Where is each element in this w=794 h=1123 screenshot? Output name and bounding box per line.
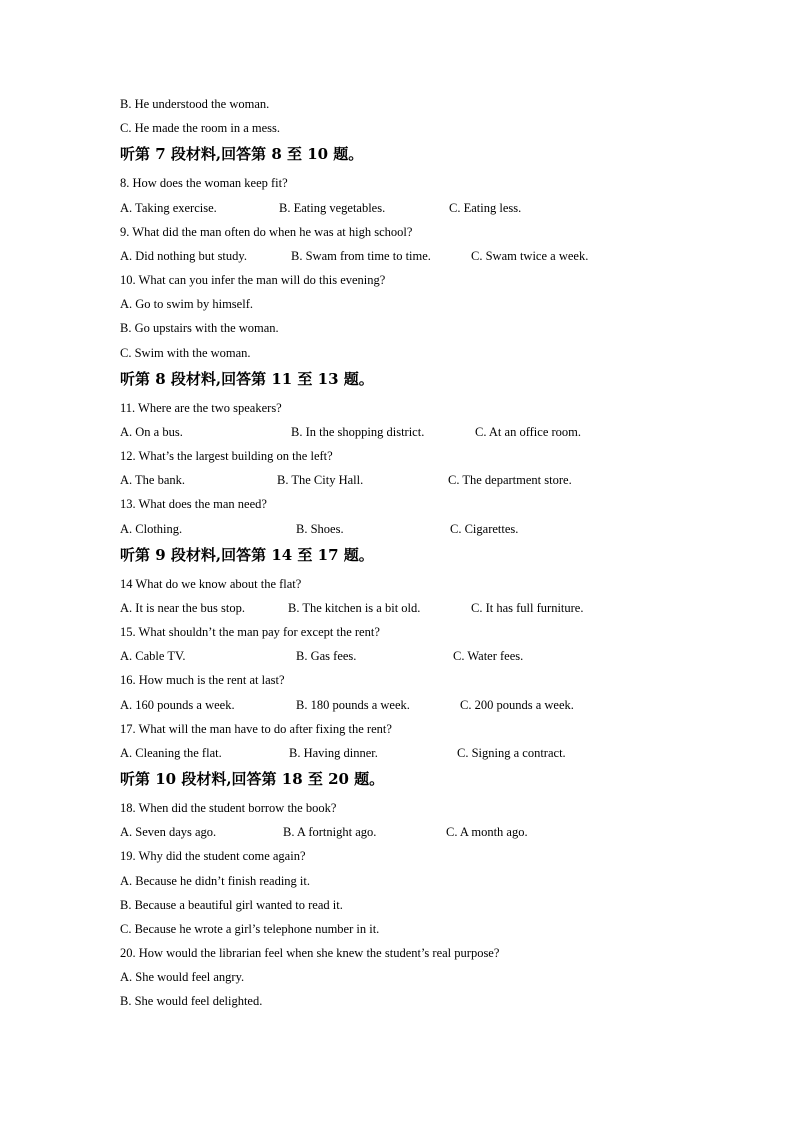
option-b: B. Shoes. [296,522,344,536]
option-line: B. Because a beautiful girl wanted to read it. [120,898,343,912]
option-a: A. Clothing. [120,522,183,536]
option-line: B. She would feel delighted. [120,994,263,1008]
option-line: A. Because he didn’t finish reading it. [120,874,311,888]
option-a: A. The bank. [120,473,186,487]
option-a: A. It is near the bus stop. [120,601,245,615]
option-c: C. The department store. [448,473,572,487]
option-line: C. Because he wrote a girl’s telephone number in it. [120,922,380,936]
question-line: 15. What shouldn’t the man pay for except the rent? [120,625,380,639]
option-a: A. 160 pounds a week. [120,698,235,712]
option-line: A. Go to swim by himself. [120,297,253,311]
option-b: B. The kitchen is a bit old. [288,601,421,615]
option-b: B. Swam from time to time. [291,249,431,263]
option-c: C. Eating less. [449,201,522,215]
question-line: 10. What can you infer the man will do this evening? [120,273,386,287]
section-heading: 听第 10 段材料,回答第 18 至 20 题。 [120,770,385,788]
option-c: C. A month ago. [446,825,528,839]
section-heading: 听第 7 段材料,回答第 8 至 10 题。 [120,145,364,163]
option-line: B. He understood the woman. [120,97,270,111]
section-heading: 听第 9 段材料,回答第 14 至 17 题。 [120,546,374,564]
option-b: B. A fortnight ago. [283,825,377,839]
option-a: A. Cleaning the flat. [120,746,222,760]
question-line: 16. How much is the rent at last? [120,673,285,687]
option-b: B. 180 pounds a week. [296,698,410,712]
question-line: 17. What will the man have to do after fixing the rent? [120,722,392,736]
option-c: C. At an office room. [475,425,581,439]
option-b: B. The City Hall. [277,473,364,487]
option-line: C. Swim with the woman. [120,346,251,360]
option-b: B. Eating vegetables. [279,201,386,215]
option-c: C. Cigarettes. [450,522,519,536]
option-line: B. Go upstairs with the woman. [120,321,279,335]
option-b: B. Gas fees. [296,649,357,663]
question-line: 9. What did the man often do when he was at high school? [120,225,413,239]
option-c: C. 200 pounds a week. [460,698,574,712]
option-a: A. Seven days ago. [120,825,217,839]
option-c: C. Water fees. [453,649,524,663]
question-line: 8. How does the woman keep fit? [120,176,288,190]
option-a: A. Cable TV. [120,649,186,663]
option-line: A. She would feel angry. [120,970,245,984]
option-c: C. Swam twice a week. [471,249,589,263]
option-c: C. It has full furniture. [471,601,584,615]
question-line: 19. Why did the student come again? [120,849,306,863]
question-line: 18. When did the student borrow the book? [120,801,337,815]
option-a: A. Taking exercise. [120,201,217,215]
option-b: B. In the shopping district. [291,425,425,439]
section-heading: 听第 8 段材料,回答第 11 至 13 题。 [120,370,374,388]
question-line: 12. What’s the largest building on the left? [120,449,333,463]
option-a: A. On a bus. [120,425,183,439]
question-line: 20. How would the librarian feel when she knew the student’s real purpose? [120,946,500,960]
option-a: A. Did nothing but study. [120,249,247,263]
option-b: B. Having dinner. [289,746,378,760]
option-c: C. Signing a contract. [457,746,566,760]
question-line: 13. What does the man need? [120,497,267,511]
option-line: C. He made the room in a mess. [120,121,281,135]
question-line: 11. Where are the two speakers? [120,401,282,415]
question-line: 14 What do we know about the flat? [120,577,302,591]
